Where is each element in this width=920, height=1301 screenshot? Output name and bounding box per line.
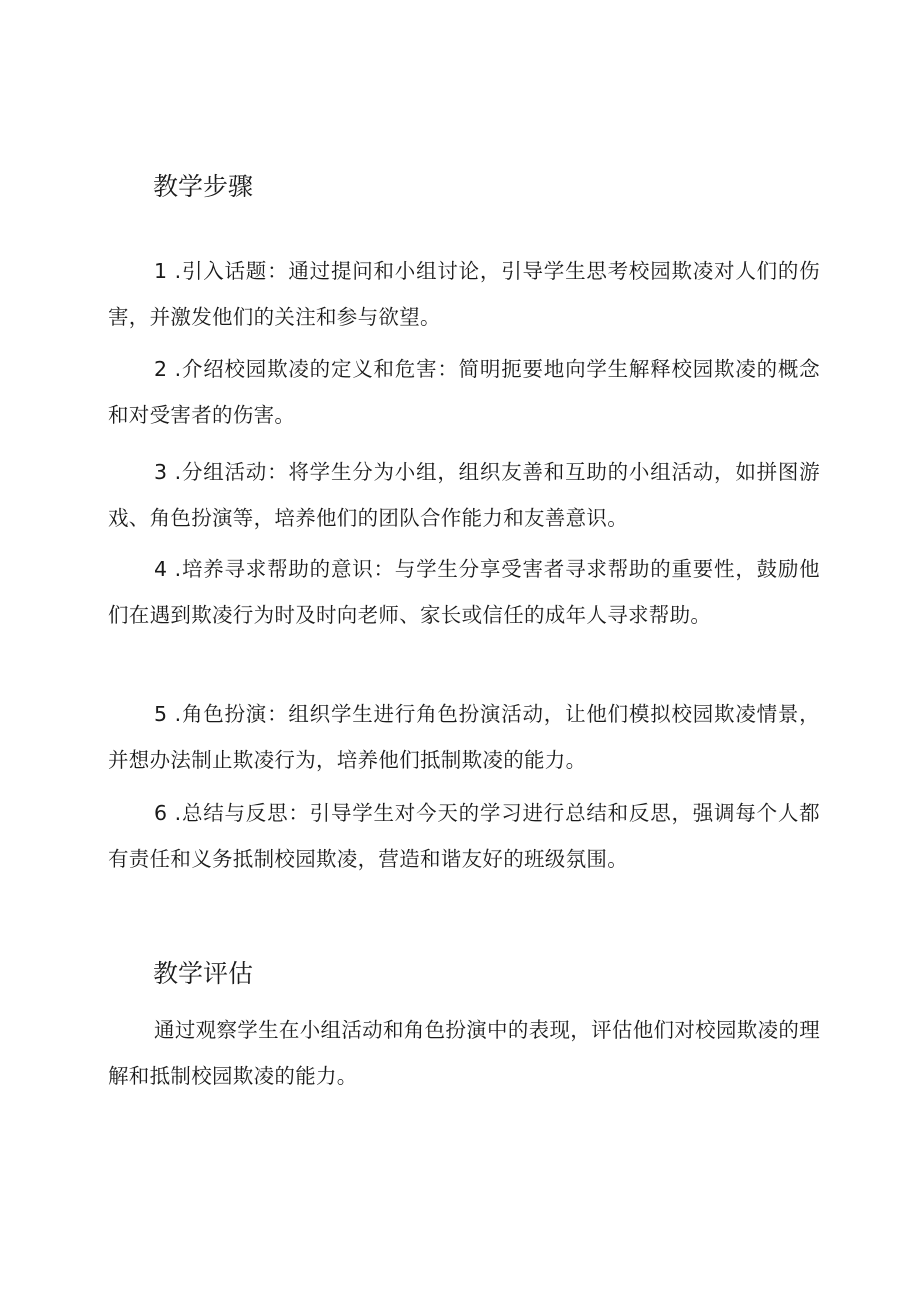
step-5 [108, 691, 820, 783]
step-2-number: 2 [154, 357, 168, 381]
evaluation-paragraph: 通过观察学生在小组活动和角色扮演中的表现，评估他们对校园欺凌的理解和抵制校园欺凌的能力。 [108, 1018, 820, 1088]
step-6 [108, 790, 820, 882]
step-2 [108, 346, 820, 438]
section-title-teaching-steps: 教学步骤 [153, 172, 254, 201]
step-6-number: 6 [154, 801, 168, 825]
step-4-number: 4 [154, 557, 168, 581]
step-5-text: .角色扮演：组织学生进行角色扮演活动，让他们模拟校园欺凌情景，并想办法制止欺凌行为，培养他们抵制欺凌的能力。 [108, 702, 820, 772]
step-3-text: .分组活动：将学生分为小组，组织友善和互助的小组活动，如拼图游戏、角色扮演等，培养他们的团队合作能力和友善意识。 [108, 460, 820, 530]
step-5-number: 5 [154, 702, 168, 726]
step-3 [108, 449, 820, 541]
step-6-text: .总结与反思：引导学生对今天的学习进行总结和反思，强调每个人都有责任和义务抵制校园欺凌，营造和谐友好的班级氛围。 [108, 801, 820, 871]
step-1 [108, 248, 820, 340]
step-4-text: .培养寻求帮助的意识：与学生分享受害者寻求帮助的重要性，鼓励他们在遇到欺凌行为时及时向老师、家长或信任的成年人寻求帮助。 [108, 557, 820, 627]
step-4 [108, 546, 820, 638]
step-1-text: .引入话题：通过提问和小组讨论，引导学生思考校园欺凌对人们的伤害，并激发他们的关注和参与欲望。 [108, 259, 820, 329]
section-title-teaching-evaluation: 教学评估 [153, 959, 254, 988]
step-3-number: 3 [154, 460, 168, 484]
step-1-number: 1 [154, 259, 168, 283]
step-2-text: .介绍校园欺凌的定义和危害：简明扼要地向学生解释校园欺凌的概念和对受害者的伤害。 [108, 357, 820, 427]
